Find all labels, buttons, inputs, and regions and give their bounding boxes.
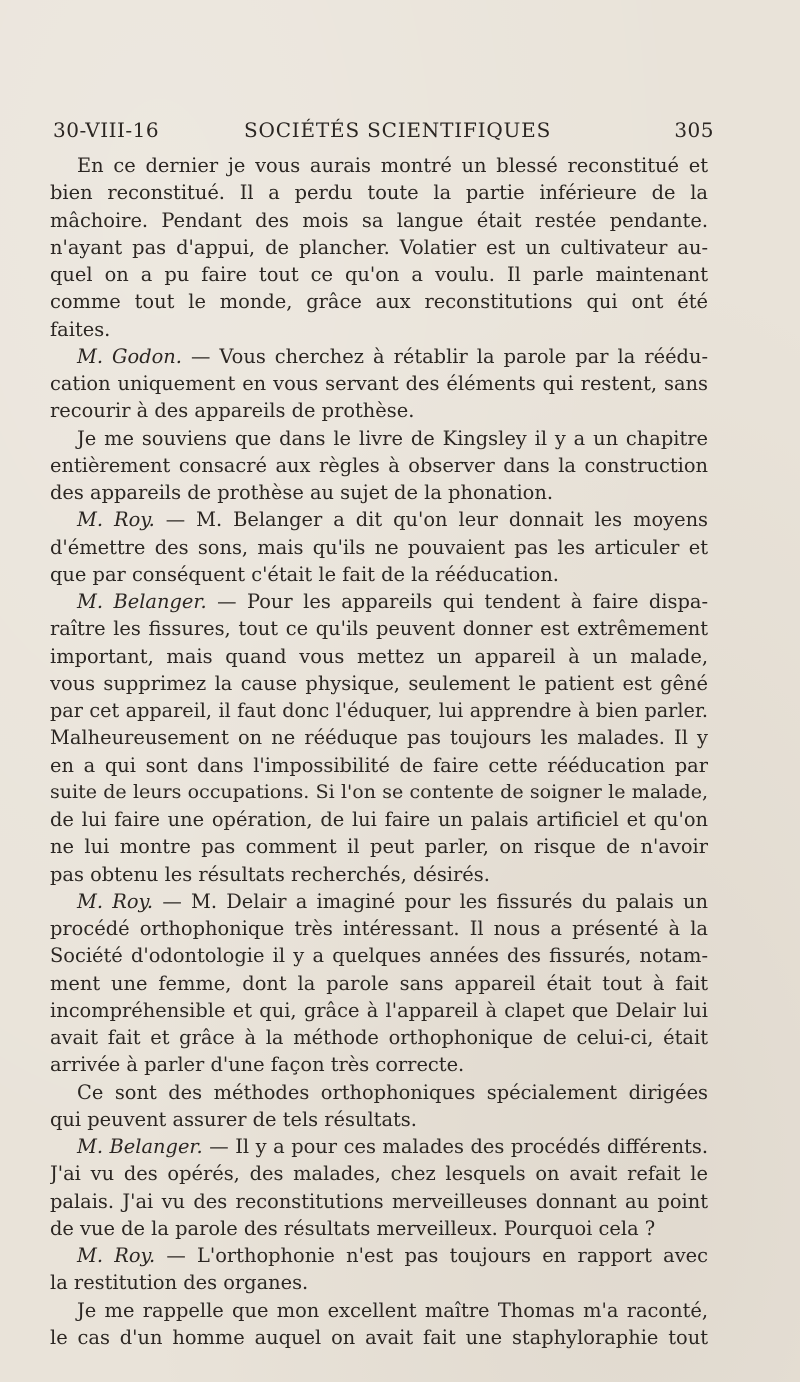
line-text: arrivée à parler d'une façon très correcte. [50, 1053, 465, 1077]
text-line [50, 970, 708, 997]
line-text: que par conséquent c'était le fait de la rééducation. [50, 562, 559, 586]
text-line [50, 942, 708, 969]
text-line [50, 534, 708, 561]
line-text: faites. [50, 317, 111, 341]
text-line [50, 1079, 708, 1106]
line-text: suite de leurs occupations. Si l'on se contente de soigner le malade, [50, 780, 708, 803]
text-line [50, 1160, 708, 1187]
text-line [50, 915, 708, 942]
line-text: qui peuvent assurer de tels résultats. [50, 1107, 417, 1131]
text-line [50, 343, 708, 370]
text-line [50, 670, 708, 697]
line-text: vous supprimez la cause physique, seulement le patient est gêné [50, 671, 708, 695]
line-text: important, mais quand vous mettez un appareil à un malade, [50, 644, 708, 668]
text-line [50, 643, 708, 670]
line-text: n'ayant pas d'appui, de plancher. Volatier est un cultivateur au- [50, 235, 708, 259]
text-line [50, 288, 708, 315]
text-line [50, 452, 708, 479]
line-text: entièrement consacré aux règles à observer dans la construction [50, 453, 708, 477]
body-text [50, 152, 708, 1351]
line-text: — Pour les appareils qui tendent à faire dispa- [206, 590, 708, 613]
text-line [50, 1051, 708, 1078]
header-title: SOCIÉTÉS SCIENTIFIQUES [244, 118, 552, 142]
text-line [50, 997, 708, 1024]
text-line [50, 234, 708, 261]
text-line [50, 1188, 708, 1215]
text-line [50, 316, 708, 343]
line-text: cation uniquement en vous servant des éléments qui restent, sans [50, 372, 708, 395]
text-line [50, 752, 708, 779]
line-text: en a qui sont dans l'impossibilité de faire cette rééducation par [50, 753, 708, 777]
text-line [50, 1024, 708, 1051]
speaker-name: M. Roy. [77, 1244, 156, 1267]
text-line [50, 561, 708, 588]
line-text: ment une femme, dont la parole sans appareil était tout à fait [50, 971, 708, 995]
speaker-name: M. Roy. [77, 508, 155, 532]
text-line [50, 1133, 708, 1160]
line-text: — M. Delair a imaginé pour les fissurés du palais un [153, 889, 708, 913]
speaker-name: M. Roy. [77, 889, 154, 913]
line-text: mâchoire. Pendant des mois sa langue était restée pendante. [50, 208, 708, 232]
line-text: Société d'odontologie il y a quelques années des fissurés, notam- [50, 944, 708, 968]
line-text: quel on a pu faire tout ce qu'on a voulu. Il parle maintenant [50, 263, 708, 286]
text-line [50, 861, 708, 888]
header-date: 30-VIII-16 [53, 118, 160, 142]
line-text: comme tout le monde, grâce aux reconstitutions qui ont été [50, 290, 708, 314]
page-number: 305 [674, 118, 714, 142]
line-text: J'ai vu des opérés, des malades, chez lesquels on avait refait le [50, 1162, 708, 1186]
text-line [50, 179, 708, 206]
text-line [50, 724, 708, 751]
text-line [50, 779, 708, 806]
text-line [50, 1106, 708, 1133]
text-line [50, 806, 708, 833]
text-line [50, 1297, 708, 1324]
line-text: Je me souviens que dans le livre de Kingsley il y a un chapitre [77, 426, 708, 450]
text-line [50, 833, 708, 860]
text-line [50, 615, 708, 642]
line-text: procédé orthophonique très intéressant. Il nous a présenté à la [50, 917, 708, 940]
text-line [50, 370, 708, 397]
text-line [50, 1242, 708, 1269]
line-text: — Vous cherchez à rétablir la parole par la réédu- [181, 344, 708, 368]
speaker-name: M. Belanger. [77, 1135, 203, 1158]
text-line [50, 888, 708, 915]
line-text: En ce dernier je vous aurais montré un blessé reconstitué et [77, 154, 708, 177]
text-line [50, 479, 708, 506]
line-text: Je me rappelle que mon excellent maître Thomas m'a raconté, [77, 1298, 708, 1322]
line-text: Malheureusement on ne rééduque pas toujours les malades. Il y [50, 726, 708, 750]
text-line [50, 397, 708, 424]
line-text: Ce sont des méthodes orthophoniques spécialement dirigées [77, 1080, 708, 1104]
text-line [50, 425, 708, 452]
line-text: bien reconstitué. Il a perdu toute la partie inférieure de la [50, 181, 708, 205]
line-text: d'émettre des sons, mais qu'ils ne pouvaient pas les articuler et [50, 535, 708, 559]
line-text: le cas d'un homme auquel on avait fait une staphyloraphie tout [50, 1325, 708, 1349]
text-line [50, 506, 708, 533]
line-text: avait fait et grâce à la méthode orthophonique de celui-ci, était [50, 1026, 708, 1049]
text-line [50, 588, 708, 615]
text-line [50, 207, 708, 234]
text-line [50, 152, 708, 179]
text-line [50, 1215, 708, 1242]
line-text: — L'orthophonie n'est pas toujours en rapport avec [155, 1244, 708, 1267]
line-text: des appareils de prothèse au sujet de la phonation. [50, 481, 553, 504]
text-line [50, 1324, 708, 1351]
line-text: de vue de la parole des résultats merveilleux. Pourquoi cela ? [50, 1216, 656, 1240]
text-line [50, 261, 708, 288]
line-text: de lui faire une opération, de lui faire un palais artificiel et qu'on [50, 808, 708, 831]
line-text: raître les fissures, tout ce qu'ils peuvent donner est extrêmement [50, 617, 708, 641]
line-text: pas obtenu les résultats recherchés, désirés. [50, 862, 490, 886]
running-head [50, 118, 714, 152]
line-text: par cet appareil, il faut donc l'éduquer, lui apprendre à bien parler. [50, 699, 708, 722]
line-text: — M. Belanger a dit qu'on leur donnait les moyens [154, 508, 708, 532]
line-text: ne lui montre pas comment il peut parler, on risque de n'avoir [50, 835, 708, 859]
speaker-name: M. Belanger. [77, 590, 207, 613]
text-line [50, 697, 708, 724]
line-text: la restitution des organes. [50, 1271, 309, 1295]
line-text: palais. J'ai vu des reconstitutions merveilleuses donnant au point [50, 1189, 708, 1213]
book-page [50, 118, 714, 1368]
line-text: — Il y a pour ces malades des procédés différents. [202, 1135, 708, 1158]
text-line [50, 1269, 708, 1296]
line-text: recourir à des appareils de prothèse. [50, 399, 415, 423]
line-text: incompréhensible et qui, grâce à l'appareil à clapet que Delair lui [50, 998, 708, 1022]
speaker-name: M. Godon. [77, 344, 182, 368]
